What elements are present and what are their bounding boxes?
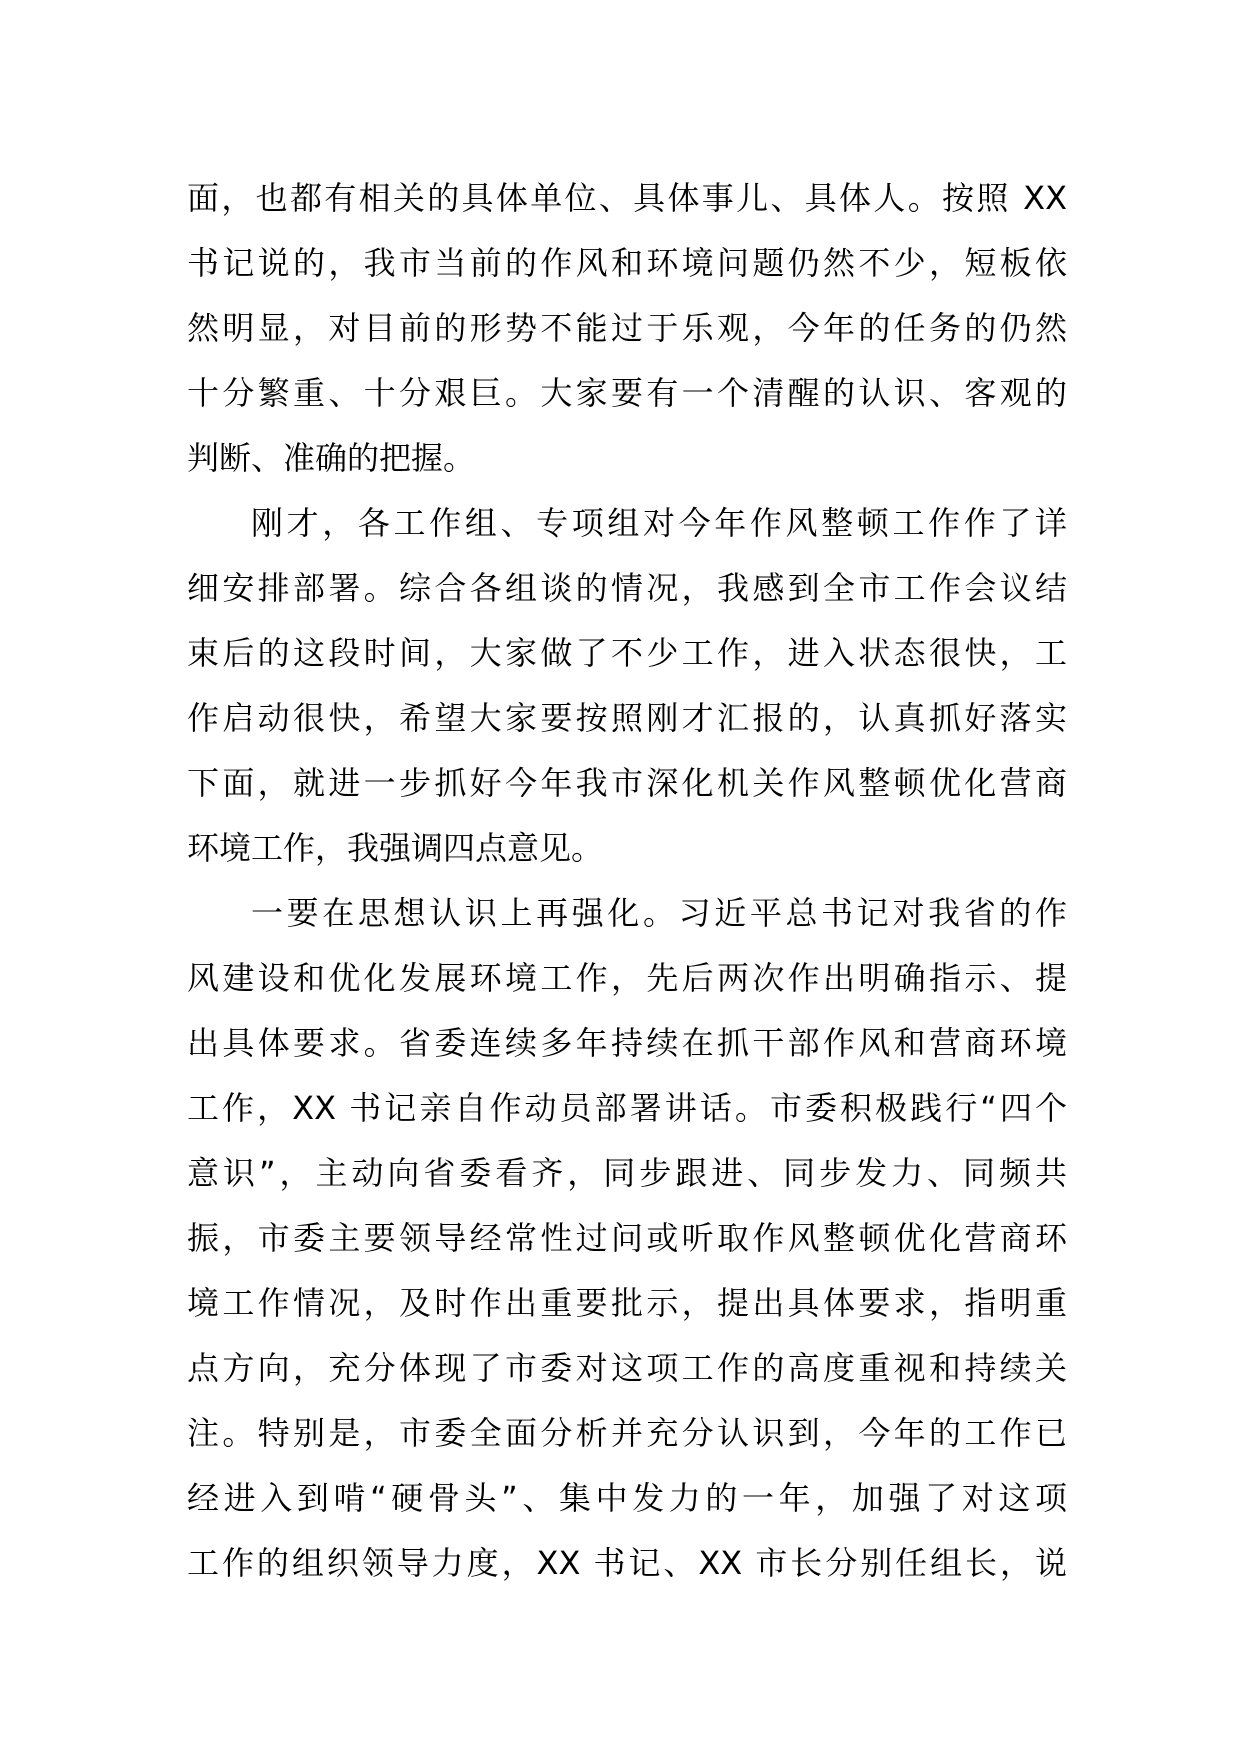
text-line: 振，市委主要领导经常性过问或听取作风整顿优化营商环 — [187, 1219, 1067, 1257]
text-line: 刚才，各工作组、专项组对今年作风整顿工作作了详 — [251, 504, 1067, 542]
text-line: 一要在思想认识上再强化。习近平总书记对我省的作 — [251, 894, 1067, 932]
text-line: 风建设和优化发展环境工作，先后两次作出明确指示、提 — [187, 959, 1067, 997]
text-line: 点方向，充分体现了市委对这项工作的高度重视和持续关 — [187, 1349, 1067, 1387]
text-line: 下面，就进一步抓好今年我市深化机关作风整顿优化营商 — [187, 764, 1067, 802]
text-line: 面，也都有相关的具体单位、具体事儿、具体人。按照 XX — [187, 179, 1067, 217]
text-line: 注。特别是，市委全面分析并充分认识到，今年的工作已 — [187, 1414, 1067, 1452]
text-line: 环境工作，我强调四点意见。 — [187, 829, 604, 867]
text-line: 束后的这段时间，大家做了不少工作，进入状态很快，工 — [187, 634, 1067, 672]
text-line: 细安排部署。综合各组谈的情况，我感到全市工作会议结 — [187, 569, 1067, 607]
text-line: 经进入到啃“硬骨头”、集中发力的一年，加强了对这项 — [187, 1479, 1067, 1517]
text-line: 书记说的，我市当前的作风和环境问题仍然不少，短板依 — [187, 244, 1067, 282]
text-line: 作启动很快，希望大家要按照刚才汇报的，认真抓好落实 — [187, 699, 1067, 737]
text-line: 工作的组织领导力度，XX 书记、XX 市长分别任组长，说 — [187, 1544, 1067, 1582]
text-line: 境工作情况，及时作出重要批示，提出具体要求，指明重 — [187, 1284, 1067, 1322]
text-line: 然明显，对目前的形势不能过于乐观，今年的任务的仍然 — [187, 309, 1067, 347]
text-line: 出具体要求。省委连续多年持续在抓干部作风和营商环境 — [187, 1024, 1067, 1062]
document-body — [187, 166, 1067, 1596]
text-line: 十分繁重、十分艰巨。大家要有一个清醒的认识、客观的 — [187, 374, 1067, 412]
text-line: 意识”，主动向省委看齐，同步跟进、同步发力、同频共 — [187, 1154, 1067, 1192]
text-line: 工作，XX 书记亲自作动员部署讲话。市委积极践行“四个 — [187, 1089, 1067, 1127]
text-line: 判断、准确的把握。 — [187, 439, 476, 477]
